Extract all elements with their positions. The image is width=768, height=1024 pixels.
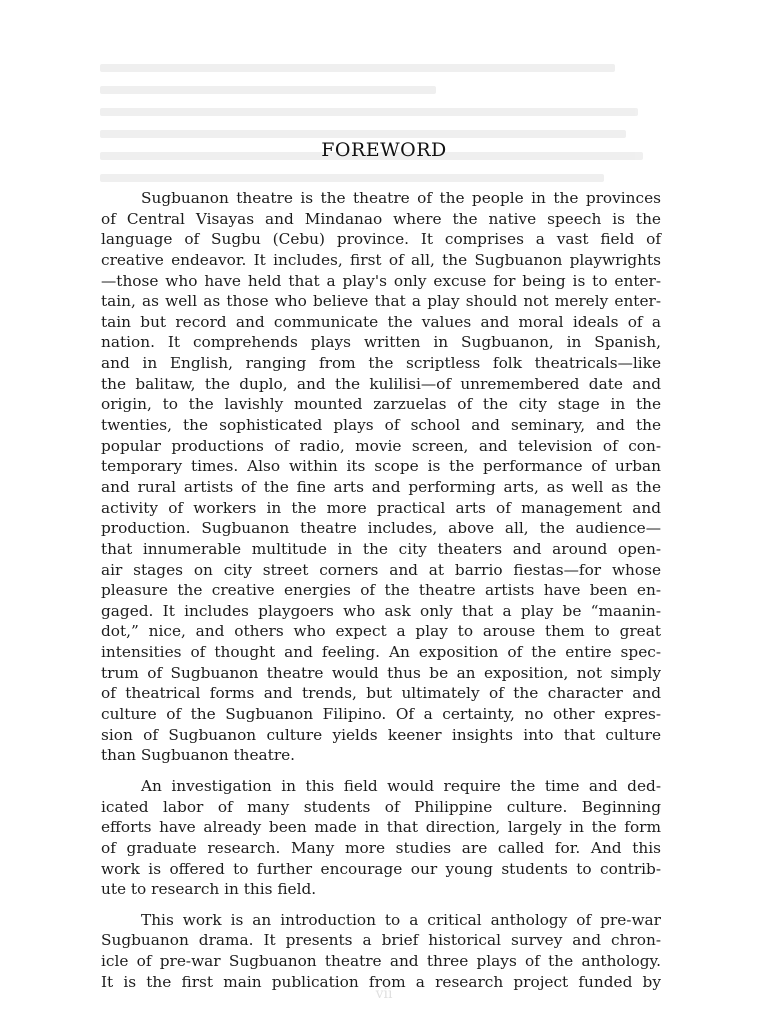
text-line: temporary times. Also within its scope is the performance of urban — [101, 457, 661, 476]
text-line: and in English, ranging from the scriptless folk theatricals—like — [101, 354, 661, 373]
text-line: origin, to the lavishly mounted zarzuelas of the city stage in the — [101, 395, 661, 414]
text-line: Sugbuanon drama. It presents a brief historical survey and chron- — [101, 931, 661, 950]
text-line: intensities of thought and feeling. An exposition of the entire spec- — [101, 643, 661, 662]
bleed-through-text — [100, 64, 660, 204]
text-line: the balitaw, the duplo, and the kulilisi—of unremembered date and — [101, 374, 661, 393]
text-line: of theatrical forms and trends, but ultimately of the character and — [101, 684, 661, 703]
text-line: pleasure the creative energies of the theatre artists have been en- — [101, 581, 661, 600]
text-line: ute to research in this field. — [101, 880, 317, 899]
paragraph-3 — [101, 910, 661, 993]
paragraph-1 — [101, 188, 661, 766]
text-line: of Central Visayas and Mindanao where the native speech is the — [101, 209, 661, 228]
text-line: gaged. It includes playgoers who ask only that a play be “maanin- — [101, 601, 661, 620]
text-line: activity of workers in the more practical arts of management and — [101, 498, 661, 517]
text-line: twenties, the sophisticated plays of school and seminary, and the — [101, 416, 661, 435]
paragraph-2 — [101, 776, 661, 900]
text-line: work is offered to further encourage our young students to contrib- — [101, 859, 661, 878]
text-line: air stages on city street corners and at barrio fiestas—for whose — [101, 560, 661, 579]
page-number: vii — [375, 986, 393, 1002]
text-line: trum of Sugbuanon theatre would thus be an exposition, not simply — [101, 663, 661, 682]
text-line: than Sugbuanon theatre. — [101, 746, 296, 765]
text-line: creative endeavor. It includes, first of all, the Sugbuanon playwrights — [101, 250, 661, 269]
text-line: Sugbuanon theatre is the theatre of the people in the provinces — [141, 189, 661, 207]
text-line: This work is an introduction to a critical anthology of pre-war — [141, 910, 661, 929]
text-line: dot,” nice, and others who expect a play to arouse them to great — [101, 622, 661, 641]
text-line: culture of the Sugbuanon Filipino. Of a certainty, no other expres- — [101, 705, 661, 724]
text-line: efforts have already been made in that direction, largely in the form — [101, 818, 661, 837]
text-line: popular productions of radio, movie screen, and television of con- — [101, 436, 661, 455]
text-line: of graduate research. Many more studies are called for. And this — [101, 838, 661, 857]
text-line: production. Sugbuanon theatre includes, above all, the audience— — [101, 519, 661, 538]
foreword-body — [101, 188, 661, 1002]
text-line: An investigation in this field would require the time and ded- — [141, 776, 661, 795]
text-line: sion of Sugbuanon culture yields keener insights into that culture — [101, 725, 661, 744]
text-line: that innumerable multitude in the city theaters and around open- — [101, 539, 661, 558]
text-line: icated labor of many students of Philippine culture. Beginning — [101, 797, 661, 816]
page-title: FOREWORD — [321, 139, 447, 161]
text-line: tain but record and communicate the values and moral ideals of a — [101, 312, 661, 331]
text-line: —those who have held that a play's only excuse for being is to enter- — [101, 271, 661, 290]
text-line: icle of pre-war Sugbuanon theatre and three plays of the anthology. — [101, 952, 661, 971]
text-line: and rural artists of the fine arts and performing arts, as well as the — [101, 477, 661, 496]
text-line: language of Sugbu (Cebu) province. It comprises a vast field of — [101, 230, 661, 249]
text-line: tain, as well as those who believe that a play should not merely enter- — [101, 292, 661, 311]
text-line: It is the first main publication from a research project funded by — [101, 972, 661, 991]
text-line: nation. It comprehends plays written in Sugbuanon, in Spanish, — [101, 333, 661, 352]
